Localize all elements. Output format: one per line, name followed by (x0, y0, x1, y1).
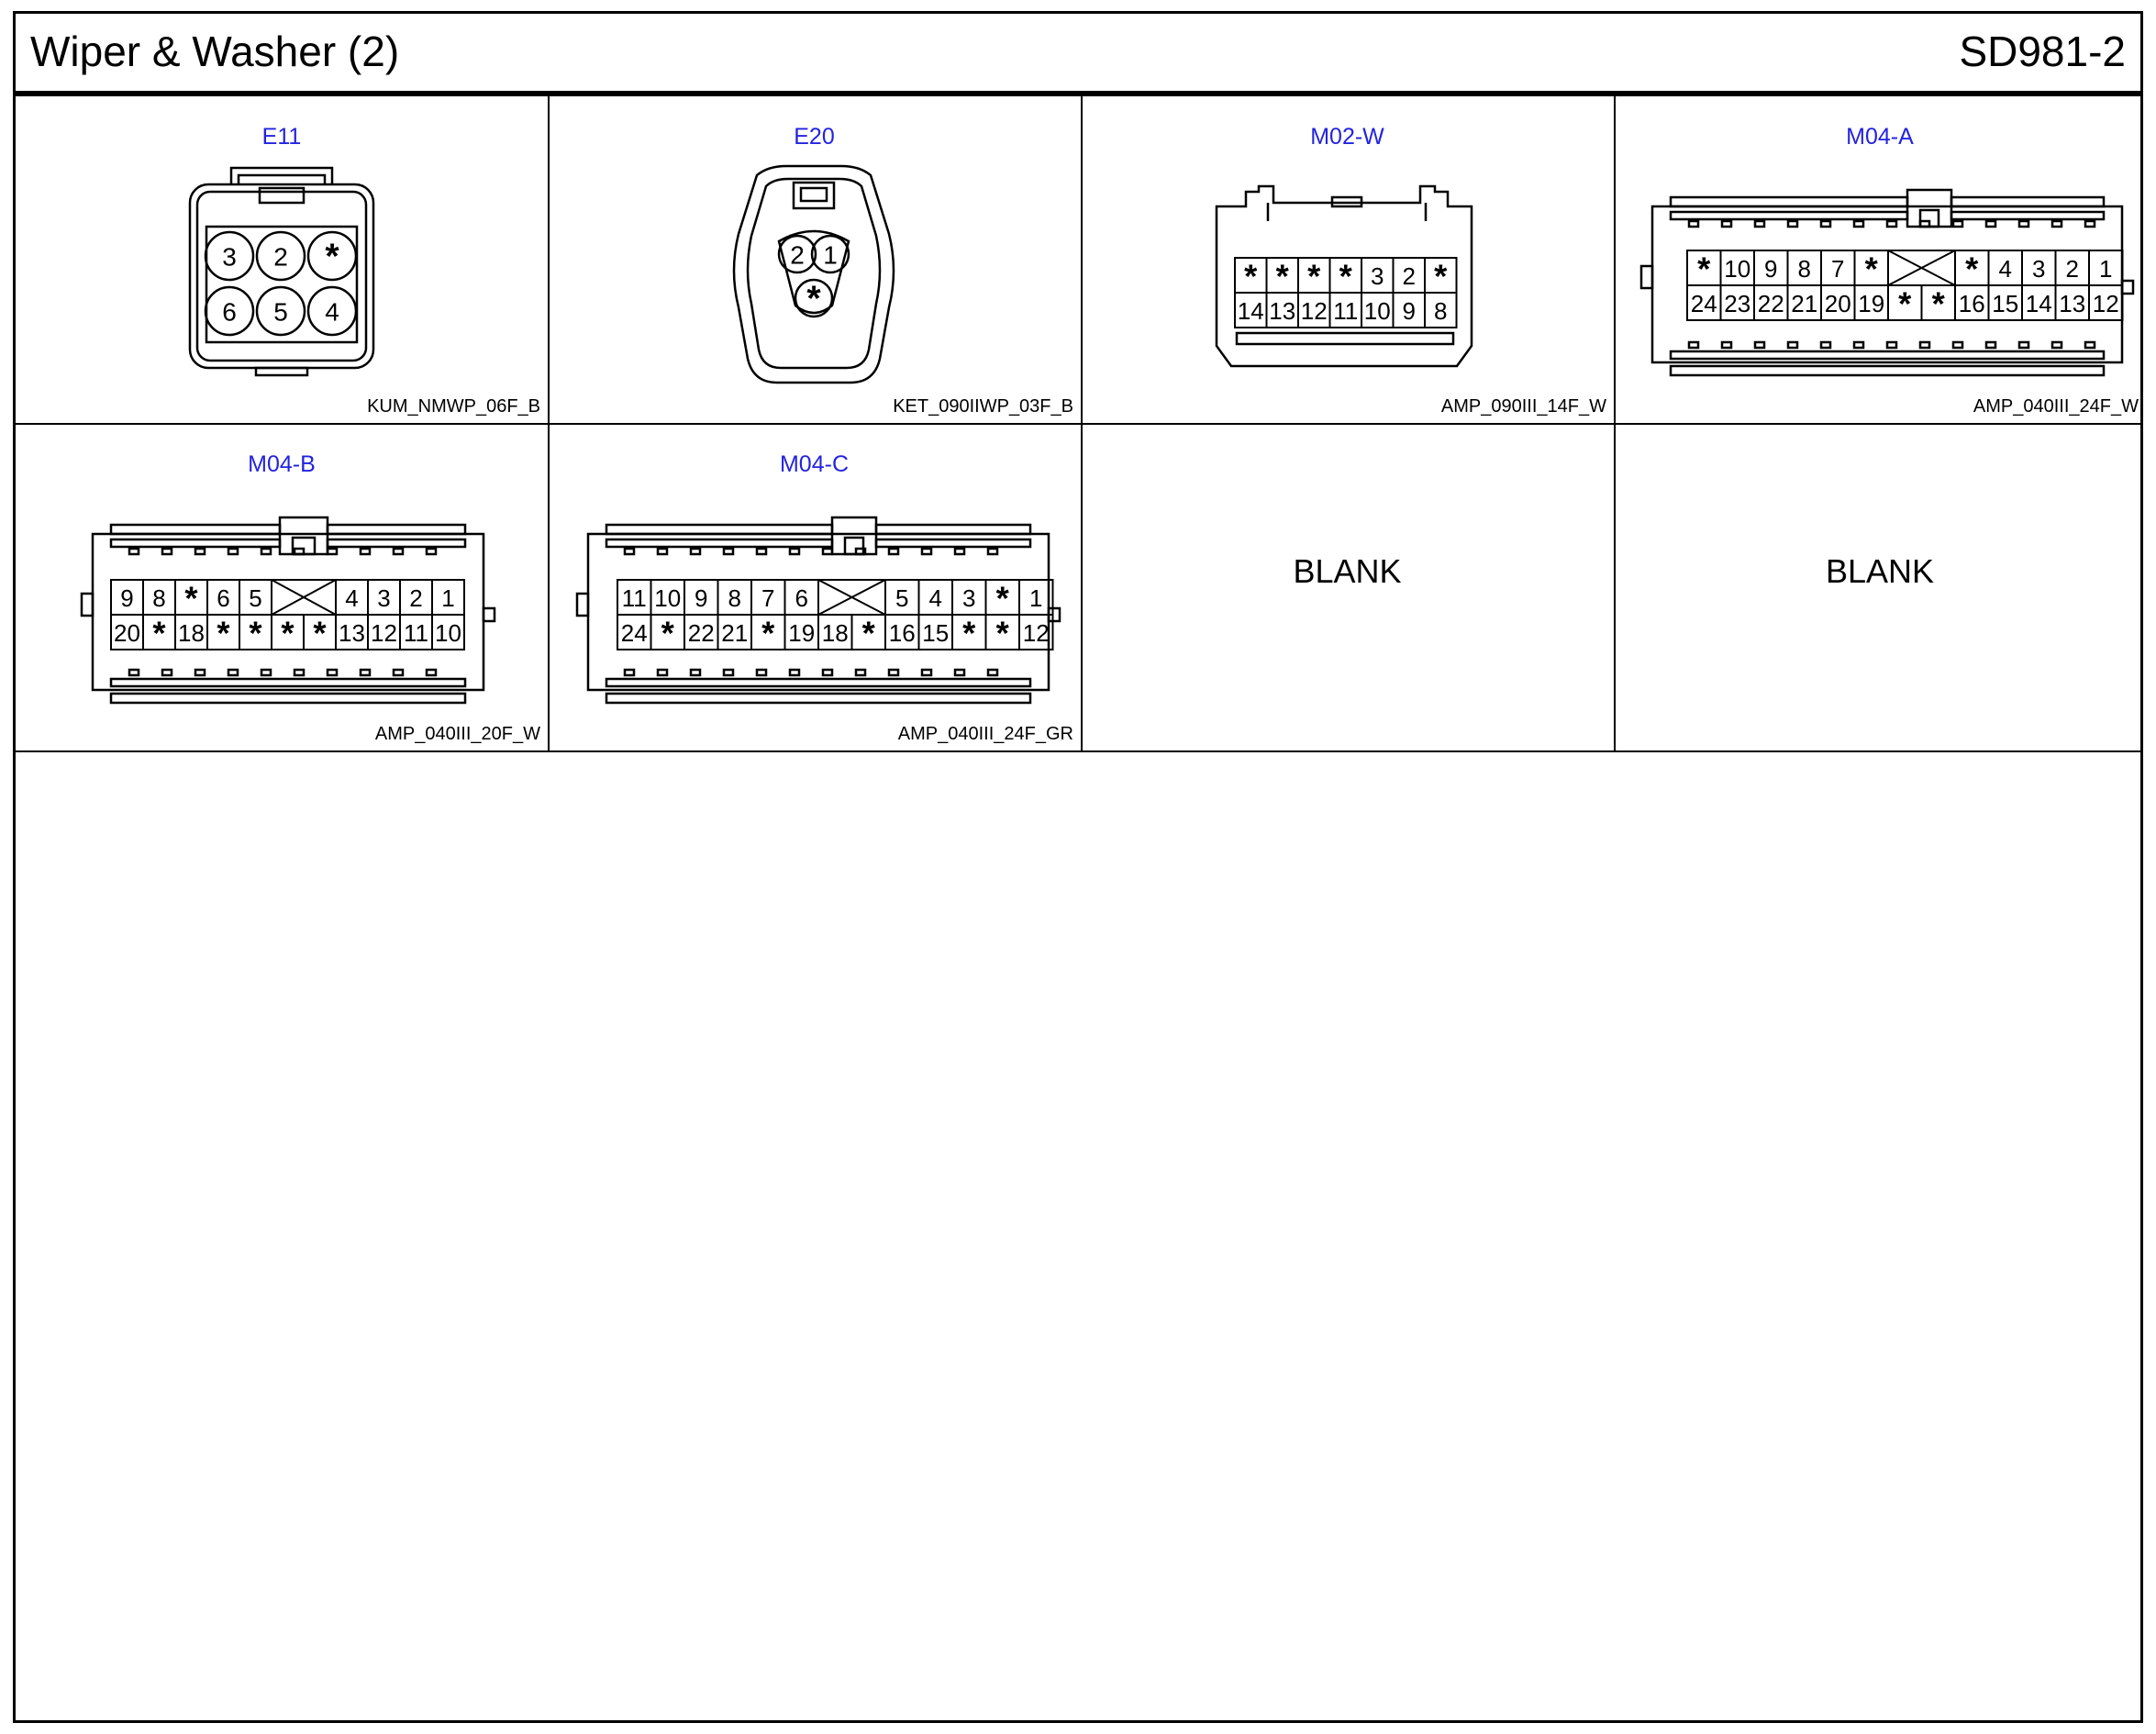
pin-label: 14 (1237, 297, 1264, 325)
pin-label: * (1307, 257, 1321, 295)
pin-label: 5 (273, 297, 288, 327)
pin-label: 7 (761, 584, 775, 612)
pin-label: * (184, 579, 198, 617)
pin-label: 12 (1022, 619, 1050, 647)
keyed-blank (1888, 250, 1955, 285)
pin-label: * (152, 614, 166, 652)
pin-label: * (806, 279, 821, 319)
pin-label: 15 (922, 619, 950, 647)
connector-m04c-face (548, 424, 1081, 750)
pin-label: 11 (404, 619, 428, 647)
blank-label: BLANK (1293, 552, 1402, 590)
pin-label: * (995, 579, 1009, 617)
pin-label: 16 (888, 619, 916, 647)
pin-label: 8 (728, 584, 741, 612)
part-number: AMP_040III_24F_W (1973, 396, 2139, 417)
pin-label: 10 (435, 619, 461, 647)
pin-label: 18 (821, 619, 849, 647)
pin-label: * (995, 614, 1009, 652)
grid-bottom-border (16, 750, 2140, 752)
pin-label: 3 (2032, 255, 2046, 283)
pin-label: 19 (788, 619, 816, 647)
connector-cell-m02-w (1081, 96, 1614, 423)
connector-m04b-face (16, 424, 548, 750)
connector-id: M04-B (248, 451, 316, 477)
pin-label: 4 (325, 297, 339, 327)
pin-label: 9 (695, 584, 708, 612)
page-code: SD981-2 (1959, 28, 2126, 75)
pin-label: 11 (621, 584, 647, 612)
pin-label: 12 (371, 619, 397, 647)
pin-label: 9 (1402, 297, 1416, 325)
title-bar (16, 14, 2140, 96)
part-number: KET_090IIWP_03F_B (893, 396, 1073, 417)
pin-label: * (1339, 257, 1352, 295)
connector-id: E11 (261, 124, 302, 150)
pin-label: 12 (2092, 290, 2119, 317)
pin-label: 2 (1402, 262, 1416, 290)
pin-label: 16 (1958, 290, 1985, 317)
pin-label: 10 (654, 584, 682, 612)
pin-label: 1 (2099, 255, 2113, 283)
pin-label: * (1275, 257, 1289, 295)
pin-label: 7 (1831, 255, 1845, 283)
blank-label: BLANK (1825, 552, 1935, 590)
connector-e20-face (548, 96, 1081, 423)
pin-label: 8 (152, 584, 166, 612)
pin-label: 24 (1690, 290, 1717, 317)
blank-cell (1614, 424, 2146, 750)
pin-label: * (1864, 250, 1878, 288)
pin-label: 4 (928, 584, 942, 612)
pin-label: * (661, 614, 674, 652)
pin-label: 21 (1791, 290, 1818, 317)
page-title: Wiper & Washer (2) (30, 28, 400, 75)
pin-label: 6 (222, 297, 237, 327)
connector-cell-m04-c (548, 424, 1081, 750)
pin-label: * (962, 614, 976, 652)
part-number: KUM_NMWP_06F_B (367, 396, 540, 417)
pin-label: * (1965, 250, 1979, 288)
pin-label: 3 (962, 584, 976, 612)
pin-label: 11 (1333, 297, 1359, 325)
pin-label: 13 (2059, 290, 2086, 317)
pin-label: 20 (114, 619, 140, 647)
diagram-frame (13, 11, 2143, 1723)
pin-label: 3 (1371, 262, 1384, 290)
pin-label: 1 (823, 240, 838, 270)
pin-label: * (861, 614, 875, 652)
pin-label: 6 (217, 584, 230, 612)
part-number: AMP_040III_20F_W (374, 724, 540, 744)
pin-label: * (313, 614, 327, 652)
connector-e11-face (16, 96, 548, 423)
pin-label: 5 (895, 584, 909, 612)
pin-label: * (1244, 257, 1258, 295)
pin-label: 24 (620, 619, 648, 647)
connector-cell-e20 (548, 96, 1081, 423)
pin-label: 2 (409, 584, 423, 612)
connector-id: M04-A (1846, 124, 1914, 150)
pin-label: 10 (1724, 255, 1751, 283)
pin-label: * (325, 237, 339, 277)
pin-label: 5 (249, 584, 262, 612)
keyed-blank (272, 580, 336, 615)
pin-label: 6 (795, 584, 808, 612)
keyed-blank (818, 580, 885, 615)
pin-label: * (249, 614, 262, 652)
pin-label: 1 (1029, 584, 1043, 612)
pin-label: * (1697, 250, 1711, 288)
connector-m02w-face (1081, 96, 1614, 423)
pin-label: 18 (178, 619, 205, 647)
pin-label: 22 (1757, 290, 1784, 317)
pin-label: * (281, 614, 295, 652)
pin-label: 21 (721, 619, 749, 647)
connector-cell-e11 (16, 96, 548, 423)
pin-label: * (1434, 257, 1448, 295)
connector-id: E20 (794, 124, 835, 150)
part-number: AMP_090III_14F_W (1440, 396, 1606, 417)
pin-label: * (1931, 284, 1945, 323)
connector-cell-m04-a (1614, 96, 2146, 423)
connector-m04a-face (1614, 96, 2146, 423)
pin-label: * (1898, 284, 1912, 323)
pin-label: 13 (1269, 297, 1296, 325)
pin-label: 8 (1797, 255, 1811, 283)
connector-id: M02-W (1310, 124, 1384, 150)
connector-cell-m04-b (16, 424, 548, 750)
pin-label: 2 (2065, 255, 2079, 283)
pin-label: 4 (345, 584, 359, 612)
pin-label: 1 (441, 584, 455, 612)
blank-cell (1081, 424, 1614, 750)
pin-label: 2 (790, 240, 805, 270)
pin-label: * (217, 614, 230, 652)
pin-label: 3 (377, 584, 391, 612)
part-number: AMP_040III_24F_GR (897, 724, 1073, 744)
pin-label: 9 (120, 584, 134, 612)
pin-label: 8 (1434, 297, 1448, 325)
pin-label: 13 (339, 619, 365, 647)
pin-label: 4 (1998, 255, 2012, 283)
pin-label: 15 (1992, 290, 2019, 317)
pin-label: 10 (1363, 297, 1391, 325)
connector-id: M04-C (779, 451, 849, 477)
pin-label: 3 (222, 242, 237, 272)
pin-label: 9 (1764, 255, 1778, 283)
pin-label: * (761, 614, 775, 652)
pin-label: 12 (1300, 297, 1328, 325)
pin-label: 19 (1858, 290, 1885, 317)
connector-grid (16, 96, 2140, 752)
pin-label: 20 (1824, 290, 1851, 317)
pin-label: 22 (687, 619, 715, 647)
pin-label: 14 (2025, 290, 2052, 317)
pin-label: 23 (1724, 290, 1751, 317)
pin-label: 2 (273, 242, 288, 272)
